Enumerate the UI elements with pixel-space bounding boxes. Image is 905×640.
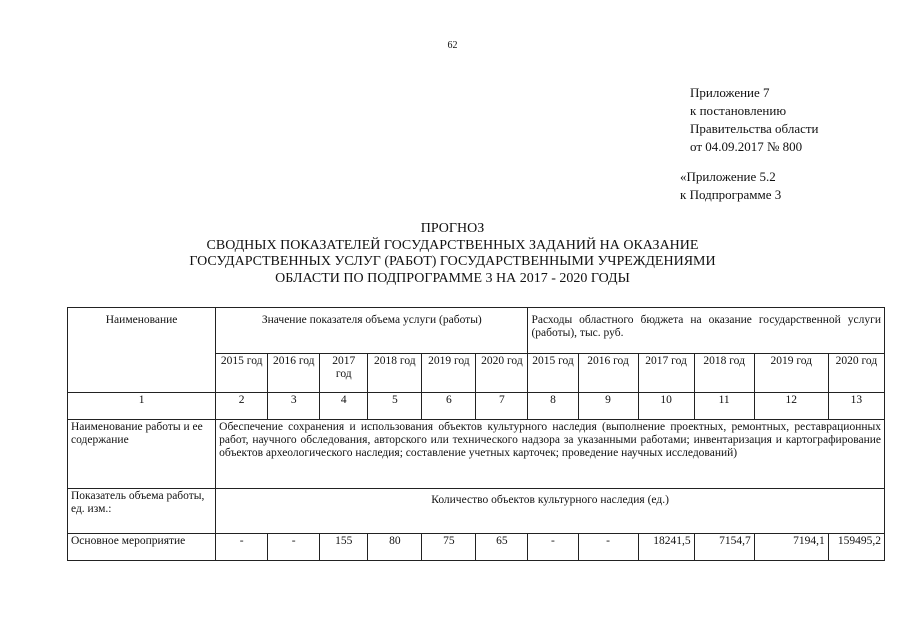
title-line: ГОСУДАРСТВЕННЫХ УСЛУГ (РАБОТ) ГОСУДАРСТВЕННЫМИ УЧРЕЖДЕНИЯМИ	[189, 254, 716, 269]
value-cell: 75	[422, 534, 476, 561]
column-number: 12	[754, 393, 828, 420]
column-number: 1	[68, 393, 216, 420]
column-number: 13	[828, 393, 884, 420]
value-cell: 80	[368, 534, 422, 561]
appendix-sub-block	[680, 168, 781, 204]
column-number: 9	[578, 393, 638, 420]
header-volume-year: 2018 год	[368, 354, 422, 393]
header-volume-year: 2019 год	[422, 354, 476, 393]
value-cell: 7194,1	[754, 534, 828, 561]
indicators-table	[67, 307, 885, 561]
column-number: 10	[638, 393, 694, 420]
appendix-line: к постановлению	[690, 103, 787, 118]
appendix-line: Правительства области	[690, 121, 819, 136]
value-cell: 159495,2	[828, 534, 884, 561]
column-number: 11	[694, 393, 754, 420]
column-number: 8	[528, 393, 578, 420]
header-name: Наименование	[68, 308, 216, 393]
page-number: 62	[447, 40, 458, 51]
work-label: Наименование работы и ее содержание	[68, 420, 216, 489]
value-cell: 7154,7	[694, 534, 754, 561]
column-number: 3	[268, 393, 320, 420]
value-cell: -	[268, 534, 320, 561]
column-number: 2	[216, 393, 268, 420]
value-cell: 18241,5	[638, 534, 694, 561]
indicator-row	[68, 489, 885, 534]
header-volume-year: 2016 год	[268, 354, 320, 393]
appendix-block	[690, 84, 819, 156]
header-expense-year: 2018 год	[694, 354, 754, 393]
appendix-sub-line: «Приложение 5.2	[680, 169, 776, 184]
indicator-label: Показатель объема работы, ед. изм.:	[68, 489, 216, 534]
appendix-sub-line: к Подпрограмме 3	[680, 187, 782, 202]
header-expense-year: 2019 год	[754, 354, 828, 393]
value-cell: 65	[476, 534, 528, 561]
indicator-content: Количество объектов культурного наследия (ед.)	[216, 489, 885, 534]
appendix-line: от 04.09.2017 № 800	[690, 139, 803, 154]
header-expense-year: 2016 год	[578, 354, 638, 393]
column-number: 5	[368, 393, 422, 420]
work-content: Обеспечение сохранения и использования объектов культурного наследия (выполнение проектных, ремонтных, реставрационных работ, научного обследования, авторского или технического надзора за указанными работами; инвентаризация и картографирование объектов археологического наследия; составление учетных карточек; проведение научных исследований)	[216, 420, 885, 489]
header-volume-year: 2017 год	[320, 354, 368, 393]
header-volume-year: 2015 год	[216, 354, 268, 393]
title-line: ПРОГНОЗ	[420, 221, 485, 236]
header-volume-year: 2020 год	[476, 354, 528, 393]
column-number: 6	[422, 393, 476, 420]
header-row-groups	[68, 308, 885, 354]
main-activity-label: Основное мероприятие	[68, 534, 216, 561]
column-number: 7	[476, 393, 528, 420]
work-description-row	[68, 420, 885, 489]
column-number-row	[68, 393, 885, 420]
value-cell: -	[528, 534, 578, 561]
title-line: СВОДНЫХ ПОКАЗАТЕЛЕЙ ГОСУДАРСТВЕННЫХ ЗАДАНИЙ НА ОКАЗАНИЕ	[206, 237, 699, 253]
appendix-line: Приложение 7	[690, 85, 770, 100]
main-activity-row	[68, 534, 885, 561]
column-number: 4	[320, 393, 368, 420]
header-expense-year: 2015 год	[528, 354, 578, 393]
value-cell: 155	[320, 534, 368, 561]
document-title	[0, 221, 905, 287]
header-expense-year: 2017 год	[638, 354, 694, 393]
header-volume-group: Значение показателя объема услуги (работы)	[216, 308, 528, 354]
value-cell: -	[216, 534, 268, 561]
value-cell: -	[578, 534, 638, 561]
header-expense-group: Расходы областного бюджета на оказание государственной услуги (работы), тыс. руб.	[528, 308, 885, 354]
header-expense-year: 2020 год	[828, 354, 884, 393]
title-line: ОБЛАСТИ ПО ПОДПРОГРАММЕ 3 НА 2017 - 2020 ГОДЫ	[275, 270, 630, 286]
